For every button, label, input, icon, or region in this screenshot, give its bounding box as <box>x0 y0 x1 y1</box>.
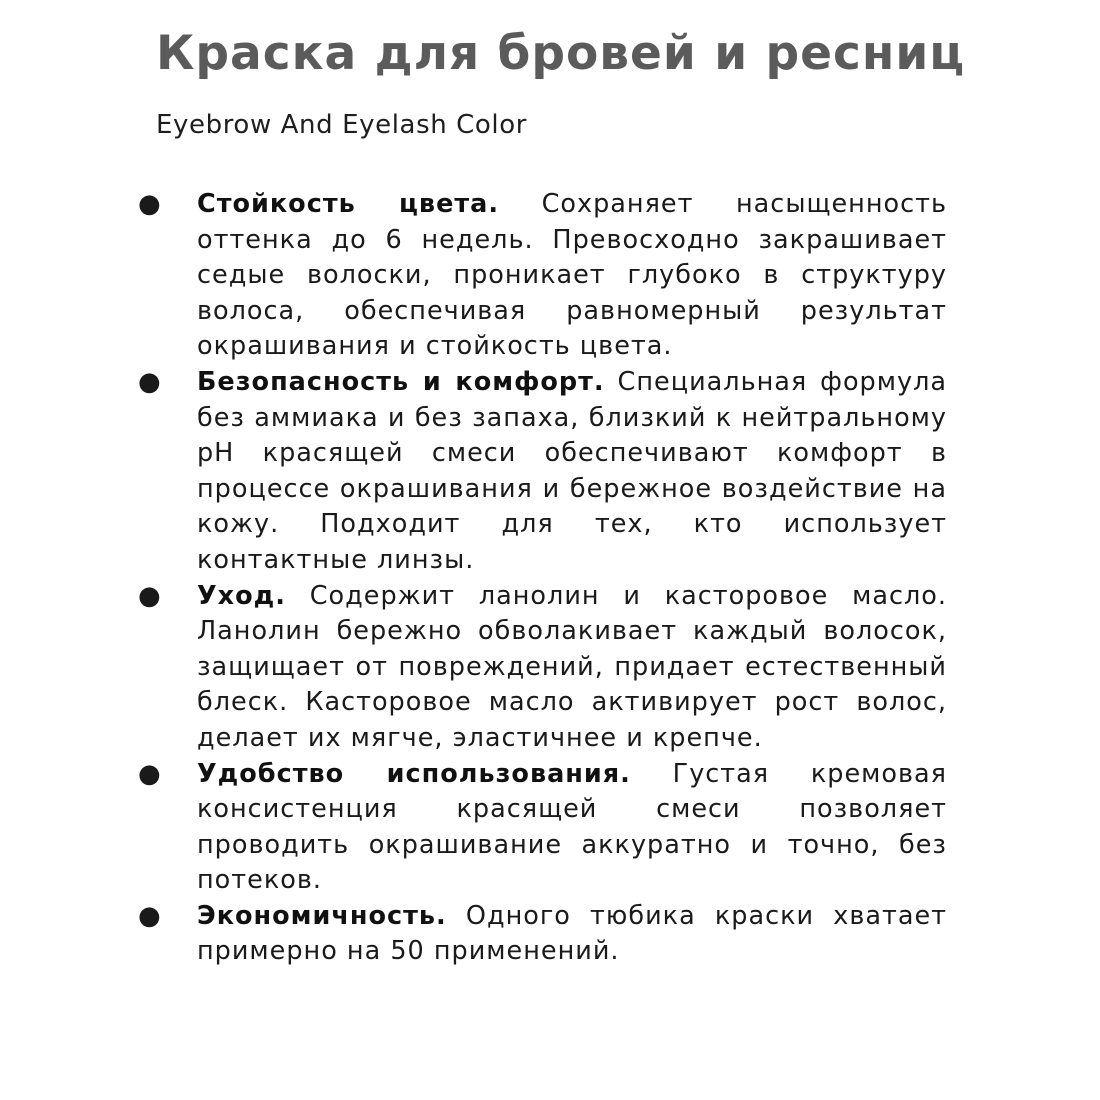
feature-text: Содержит ланолин и касторовое масло. Ланолин бережно обволакивает каждый волосок, защищает от повреждений, придает естественный блеск. Касторовое масло активирует рост волос, делает их мягче, эластичнее и крепче. <box>197 580 947 753</box>
feature-list <box>138 187 948 970</box>
feature-heading: Стойкость цвета. <box>197 189 500 219</box>
feature-item-ease-of-use <box>138 757 948 899</box>
feature-item-economy <box>138 899 948 970</box>
bullet-icon: ● <box>138 189 162 219</box>
bullet-icon: ● <box>138 900 162 931</box>
page-title: Краска для бровей и ресниц <box>156 26 966 81</box>
feature-item-care <box>138 579 947 757</box>
page-subtitle: Eyebrow And Eyelash Color <box>156 110 528 140</box>
feature-text: Сохраняет насыщенность оттенка до 6 недель. Превосходно закрашивает седые волоски, проникает глубоко в структуру волоса, обеспечивая равномерный результат окрашивания и стойкость цвета. <box>197 189 948 362</box>
feature-item-safety-comfort <box>138 365 947 579</box>
feature-heading: Безопасность и комфорт. <box>197 366 605 397</box>
feature-heading: Экономичность. <box>197 900 447 931</box>
bullet-icon: ● <box>138 366 162 397</box>
feature-heading: Уход. <box>197 580 286 611</box>
feature-text: Густая кремовая консистенция красящей смеси позволяет проводить окрашивание аккуратно и точно, без потеков. <box>197 758 948 896</box>
bullet-icon: ● <box>138 758 162 789</box>
feature-text: Одного тюбика краски хватает примерно на 50 применений. <box>197 900 948 967</box>
feature-text: Специальная формула без аммиака и без запаха, близкий к нейтральному pH красящей смеси обеспечивают комфорт в процессе окрашивания и бережное воздействие на кожу. Подходит для тех, кто использует контактные линзы. <box>197 366 947 575</box>
bullet-icon: ● <box>138 580 162 611</box>
feature-heading: Удобство использования. <box>197 758 631 789</box>
feature-item-color-fastness <box>138 187 948 365</box>
